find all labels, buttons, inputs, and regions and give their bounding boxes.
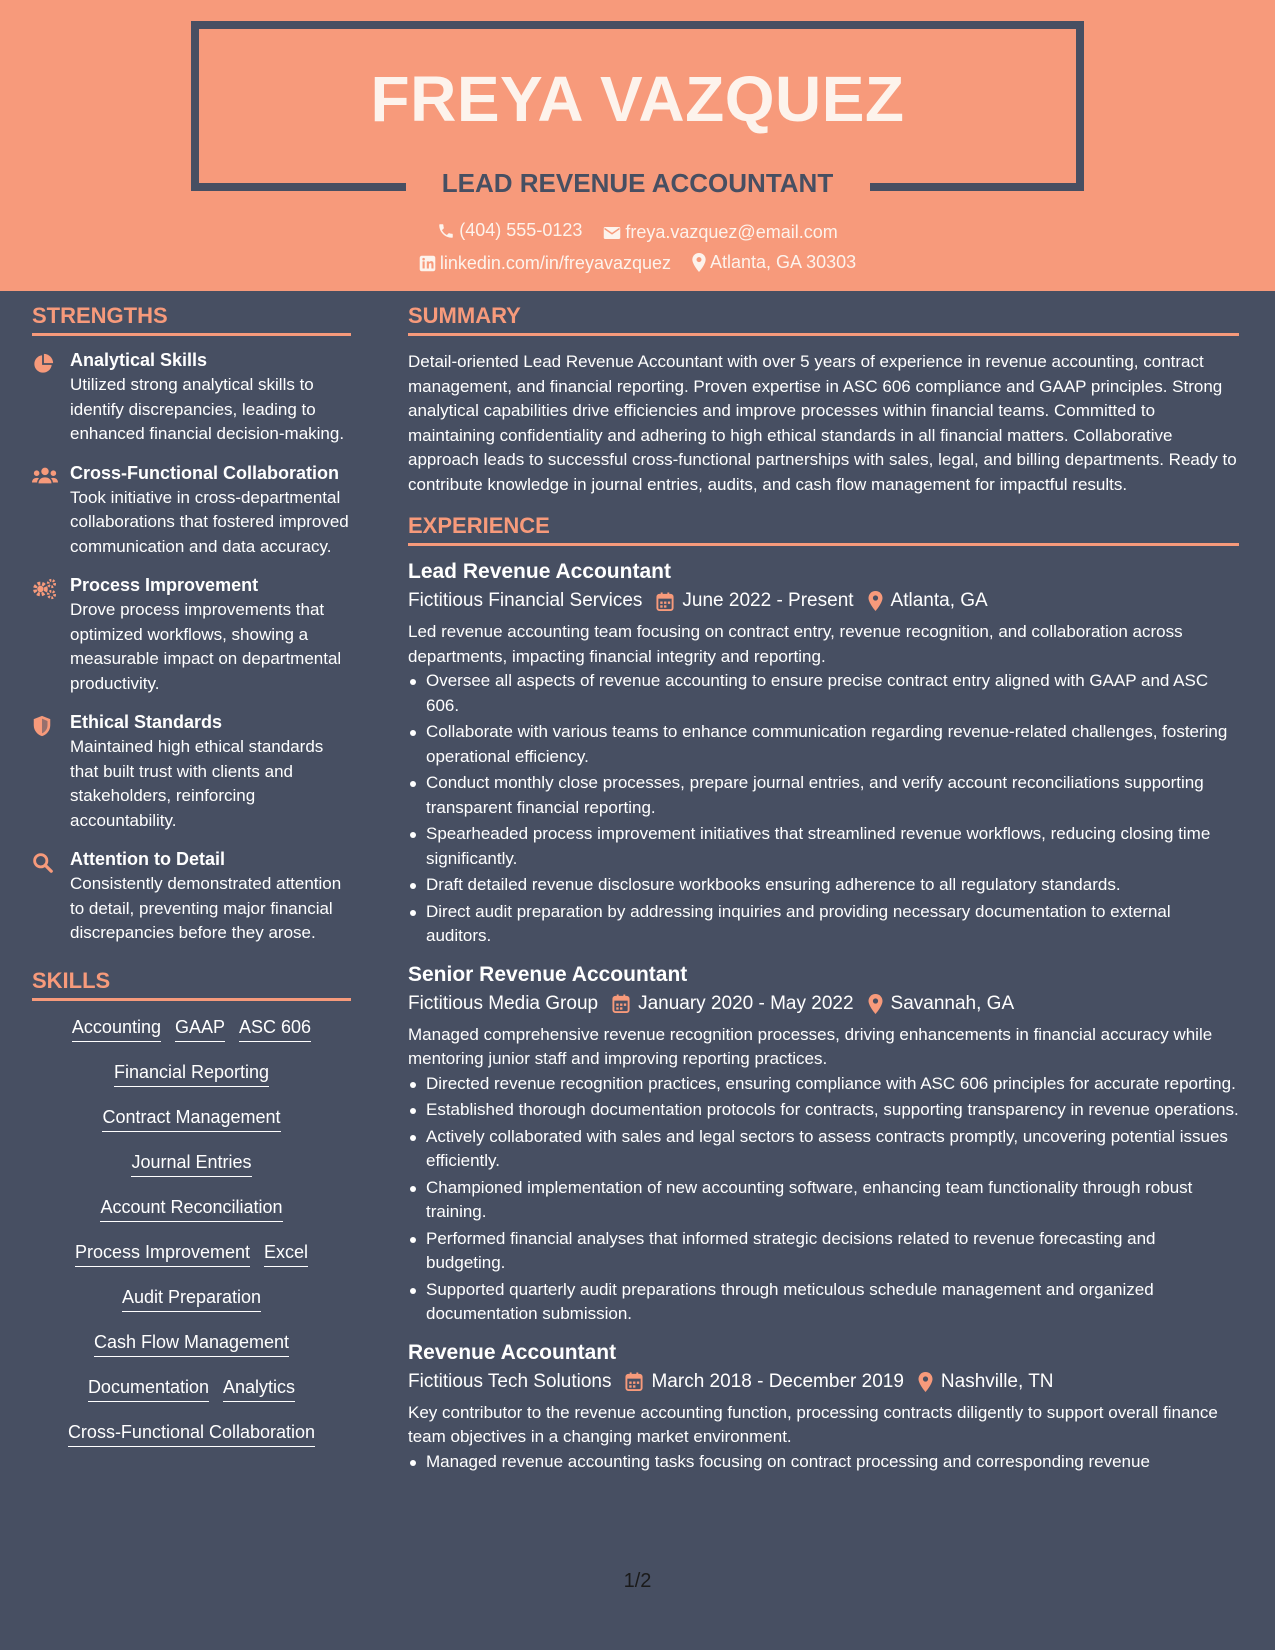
- search-icon: [32, 852, 53, 873]
- job-entry: [408, 560, 1239, 949]
- job-bullet: Established thorough documentation protocols for contracts, supporting transparency in revenue operations.: [408, 1098, 1239, 1123]
- skill-tag: ASC 606: [239, 1017, 311, 1042]
- job-description: Managed comprehensive revenue recognition processes, driving enhancements in financial accuracy while mentoring junior staff and improving reporting practices.: [408, 1024, 1213, 1068]
- strength-item: [32, 575, 351, 696]
- strengths-heading: STRENGTHS: [32, 303, 351, 336]
- job-company: Fictitious Media Group: [408, 992, 599, 1014]
- experience-list: [408, 560, 1239, 1474]
- job-bullet: Performed financial analyses that informed strategic decisions related to revenue forecasting and budgeting.: [408, 1227, 1239, 1276]
- strength-item: [32, 463, 351, 560]
- skills-list: [32, 1015, 351, 1449]
- skill-row: [32, 1107, 351, 1134]
- skill-tag: Accounting: [72, 1017, 161, 1042]
- strength-title: Process Improvement: [70, 575, 259, 595]
- job-company: Fictitious Financial Services: [408, 590, 643, 611]
- candidate-title: LEAD REVENUE ACCOUNTANT: [441, 168, 834, 198]
- calendar-icon: [656, 592, 674, 611]
- map-pin-icon: [868, 994, 883, 1014]
- strength-item: [32, 712, 351, 833]
- job-location: [868, 993, 1015, 1015]
- map-pin-icon: [868, 591, 883, 611]
- job-location-text: Nashville, TN: [940, 1370, 1054, 1392]
- strength-title: Analytical Skills: [70, 350, 208, 370]
- left-column: [32, 303, 351, 1467]
- linkedin-icon: [419, 255, 436, 272]
- job-bullet: Oversee all aspects of revenue accounting to ensure precise contract entry aligned with GAAP and ASC 606.: [408, 669, 1239, 718]
- job-bullet: Direct audit preparation by addressing inquiries and providing necessary documentation to external auditors.: [408, 900, 1239, 949]
- job-title: Revenue Accountant: [408, 1340, 617, 1364]
- candidate-name: FREYA VAZQUEZ: [370, 63, 905, 135]
- map-pin-icon: [692, 253, 706, 272]
- job-entry: [408, 963, 1239, 1327]
- skill-tag: Documentation: [88, 1377, 209, 1402]
- skill-row: [32, 1062, 351, 1089]
- map-pin-icon: [918, 1372, 933, 1392]
- skill-tag: Excel: [264, 1242, 308, 1267]
- skills-heading: SKILLS: [32, 968, 351, 1001]
- skill-tag: Cross-Functional Collaboration: [68, 1422, 315, 1447]
- calendar-icon: [625, 1372, 643, 1391]
- job-bullet: Draft detailed revenue disclosure workbooks ensuring adherence to all regulatory standards.: [408, 873, 1239, 898]
- skill-tag: Cash Flow Management: [94, 1332, 289, 1357]
- job-bullets: [408, 1450, 1239, 1475]
- summary-heading: SUMMARY: [408, 303, 1239, 336]
- job-location-text: Savannah, GA: [890, 992, 1015, 1014]
- skill-tag: Audit Preparation: [122, 1287, 261, 1312]
- skill-row: [32, 1017, 351, 1044]
- job-dates-text: June 2022 - Present: [682, 590, 854, 611]
- job-bullets: [408, 1072, 1239, 1327]
- job-location-text: Atlanta, GA: [890, 590, 988, 611]
- job-title: Lead Revenue Accountant: [408, 560, 671, 583]
- skill-row: [32, 1377, 351, 1404]
- skill-tag: Analytics: [223, 1377, 295, 1402]
- strength-title: Cross-Functional Collaboration: [70, 462, 340, 483]
- phone-icon: [437, 222, 455, 240]
- job-bullet: Directed revenue recognition practices, ensuring compliance with ASC 606 principles for accurate reporting.: [408, 1072, 1239, 1097]
- page-number: 1/2: [623, 1570, 652, 1592]
- job-bullets: [408, 669, 1239, 949]
- gears-icon: [32, 578, 58, 600]
- strength-item: [32, 849, 351, 946]
- experience-heading: EXPERIENCE: [408, 513, 1239, 546]
- job-entry: [408, 1341, 1239, 1475]
- job-company: Fictitious Tech Solutions: [408, 1370, 612, 1392]
- skill-tag: Account Reconciliation: [100, 1197, 282, 1222]
- job-dates-text: March 2018 - December 2019: [651, 1370, 904, 1392]
- shield-icon: [32, 715, 52, 737]
- skill-row: [32, 1242, 351, 1269]
- strength-desc: Took initiative in cross-departmental collaborations that fostered improved communication and data accuracy.: [70, 487, 349, 556]
- skill-row: [32, 1422, 351, 1449]
- job-meta: [408, 1371, 1239, 1393]
- skill-tag: Process Improvement: [75, 1242, 250, 1267]
- job-meta: [408, 590, 1239, 612]
- job-description: Key contributor to the revenue accounting function, processing contracts diligently to support overall finance team objectives in a changing market environment.: [408, 1402, 1218, 1446]
- job-bullet: Collaborate with various teams to enhance communication regarding revenue-related challenges, fostering operational efficiency.: [408, 720, 1239, 769]
- contact-line-1: [0, 220, 1275, 245]
- envelope-icon: [603, 226, 621, 240]
- job-meta: [408, 993, 1239, 1015]
- job-bullet: Conduct monthly close processes, prepare journal entries, and verify account reconciliations supporting transparent financial reporting.: [408, 771, 1239, 820]
- skill-tag: Financial Reporting: [114, 1062, 269, 1087]
- summary-text: Detail-oriented Lead Revenue Accountant with over 5 years of experience in revenue accounting, contract management, and financial reporting. Proven expertise in ASC 606 compliance and GAAP principles. Strong analytical capabilities drive efficiencies and improve processes within financial teams. Committed to maintaining confidentiality and adhering to high ethical standards in all financial matters. Collaborative approach leads to successful cross-functional partnerships with sales, legal, and billing departments. Ready to contribute knowledge in journal entries, audits, and cash flow management for impactful results.: [408, 352, 1237, 494]
- phone-text: (404) 555-0123: [459, 220, 583, 240]
- job-dates: [612, 993, 853, 1015]
- pie-chart-icon: [32, 353, 54, 375]
- users-icon: [32, 466, 58, 486]
- skill-tag: GAAP: [175, 1017, 225, 1042]
- location-text: Atlanta, GA 30303: [710, 252, 857, 272]
- job-dates: [656, 590, 853, 612]
- strength-title: Attention to Detail: [70, 849, 225, 869]
- skill-row: [32, 1197, 351, 1224]
- job-bullet: Championed implementation of new accounting software, enhancing team functionality through robust training.: [408, 1176, 1239, 1225]
- strength-desc: Maintained high ethical standards that built trust with clients and stakeholders, reinforcing accountability.: [70, 737, 324, 830]
- job-bullet: Managed revenue accounting tasks focusing on contract processing and corresponding revenue: [408, 1450, 1239, 1475]
- skill-row: [32, 1287, 351, 1314]
- job-dates: [625, 1371, 903, 1393]
- contact-line-2: [0, 252, 1275, 277]
- job-bullet: Spearheaded process improvement initiatives that streamlined revenue workflows, reducing closing time significantly.: [408, 822, 1239, 871]
- skill-row: [32, 1152, 351, 1179]
- job-title: Senior Revenue Accountant: [408, 962, 688, 986]
- email-text[interactable]: freya.vazquez@email.com: [625, 222, 838, 242]
- location-contact: [692, 252, 856, 273]
- strength-desc: Utilized strong analytical skills to identify discrepancies, leading to enhanced financial decision-making.: [70, 375, 345, 443]
- strength-title: Ethical Standards: [70, 712, 223, 732]
- job-location: [868, 590, 988, 612]
- email-contact[interactable]: [603, 222, 837, 243]
- linkedin-text[interactable]: linkedin.com/in/freyavazquez: [439, 253, 671, 273]
- skill-tag: Journal Entries: [131, 1152, 251, 1177]
- job-dates-text: January 2020 - May 2022: [638, 992, 854, 1014]
- strength-item: [32, 350, 351, 447]
- job-bullet: Actively collaborated with sales and legal sectors to assess contracts promptly, uncovering potential issues efficiently.: [408, 1125, 1239, 1174]
- phone-contact: [437, 220, 582, 241]
- right-column: [408, 303, 1239, 1488]
- job-description: Led revenue accounting team focusing on contract entry, revenue recognition, and collaboration across departments, impacting financial integrity and reporting.: [408, 622, 1183, 666]
- job-bullet: Supported quarterly audit preparations through meticulous schedule management and organized documentation submission.: [408, 1278, 1239, 1327]
- calendar-icon: [612, 994, 630, 1013]
- linkedin-contact[interactable]: [419, 253, 671, 274]
- job-location: [918, 1371, 1054, 1393]
- skill-tag: Contract Management: [102, 1107, 280, 1132]
- strength-desc: Drove process improvements that optimized workflows, showing a measurable impact on departmental productivity.: [70, 600, 342, 693]
- strength-desc: Consistently demonstrated attention to detail, preventing major financial discrepancies before they arose.: [70, 874, 342, 942]
- skill-row: [32, 1332, 351, 1359]
- resume-header: [0, 0, 1275, 291]
